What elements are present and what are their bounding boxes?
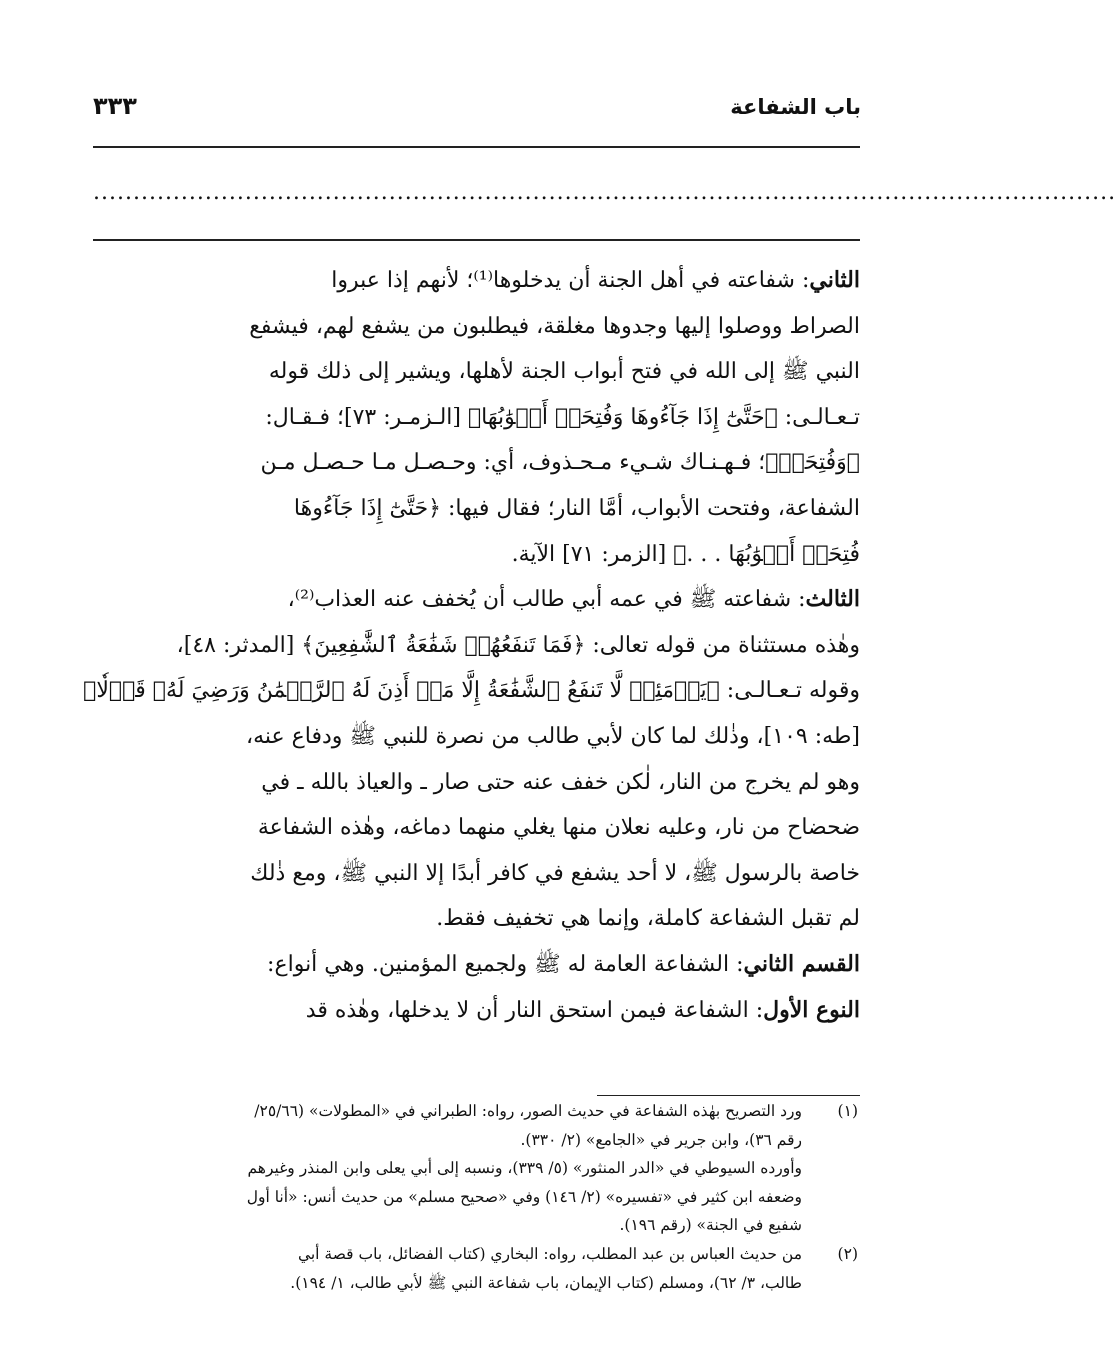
body-line: ضحضاح من نار، وعليه نعلان منها يغلي منهما دماغه، وهٰذه الشفاعة	[257, 815, 860, 841]
body-line: ﴿وَفُتِحَتۡ﴾؛ فـهـنـاك شـيء مـحـذوف، أي: وحـصـل مـا حـصـل مـن	[260, 450, 860, 476]
body-line: لم تقبل الشفاعة كاملة، وإنما هي تخفيف فقط.	[436, 906, 860, 932]
section-label-third: الثالث	[805, 586, 860, 613]
body-line: الشفاعة، وفتحت الأبواب، أمَّا النار؛ فقال فيها: ﴿حَتَّىٰٓ إِذَا جَآءُوهَا	[293, 495, 860, 521]
body-line: الثالث: شفاعته ﷺ في عمه أبي طالب أن يُخفف عنه العذاب⁽²⁾،	[287, 586, 860, 613]
footnote-line: (١) ورد التصريح بهٰذه الشفاعة في حديث الصور، رواه: الطبراني في «المطولات» (٢٥/٦٦/	[93, 1097, 860, 1126]
section-label-second: الثاني	[809, 267, 860, 293]
body-line: فُتِحَتۡ أَبۡوَٰبُهَا . . .﴾ [الزمر: ٧١] الآية.	[511, 541, 860, 567]
body-line: خاصة بالرسول ﷺ، لا أحد يشفع في كافر أبدًا إلا النبي ﷺ، ومع ذٰلك	[250, 860, 860, 886]
section-label-part-two: القسم الثاني	[743, 950, 860, 977]
body-text	[83, 258, 860, 1033]
footnote-line: وأورده السيوطي في «الدر المنثور» (٥/ ٣٣٩)، ونسبه إلى أبي يعلى وابن المنذر وغيرهم	[247, 1159, 802, 1178]
footnote-separator	[597, 1095, 860, 1096]
body-line: تـعـالـى: ﴿حَتَّىٰٓ إِذَا جَآءُوهَا وَفُتِحَتۡ أَبۡوَٰبُهَا﴾ [الـزمـر: ٧٣]؛ فـقـال:	[265, 404, 860, 430]
running-head-title: باب الشفاعة	[730, 95, 861, 119]
footnote-line: وضعفه ابن كثير في «تفسيره» (٢/ ١٤٦) وفي «صحيح مسلم» من حديث أنس: «أنا أول	[246, 1187, 802, 1206]
omitted-text-dots: ................................................................................................................................	[93, 180, 1116, 205]
body-line: النبي ﷺ إلى الله في فتح أبواب الجنة لأهلها، ويشير إلى ذلك قوله	[268, 359, 860, 385]
body-line: وهو لم يخرج من النار، لٰكن خفف عنه حتى صار ـ والعياذ بالله ـ في	[261, 769, 860, 795]
footnote-number: (٢)	[837, 1244, 858, 1263]
footnote-line: رقم ٣٦)، وابن جرير في «الجامع» (٢/ ٣٣٠).	[520, 1130, 802, 1149]
body-line: [طه: ١٠٩]، وذٰلك لما كان لأبي طالب من نصرة للنبي ﷺ ودفاع عنه،	[245, 723, 860, 749]
body-line: وهٰذه مستثناة من قوله تعالى: ﴿فَمَا تَنفَعُهُمۡ شَفَٰعَةُ ٱلشَّٰفِعِينَ﴾ [المدثر: ٤٨]،	[176, 632, 860, 658]
footnote-number: (١)	[837, 1102, 858, 1120]
footnotes	[93, 1097, 860, 1297]
body-top-rule	[93, 239, 860, 241]
footnote-line: طالب، ٣/ ٦٢)، ومسلم (كتاب الإيمان، باب شفاعة النبي ﷺ لأبي طالب، ١/ ١٩٤).	[290, 1273, 802, 1292]
body-line: وقوله تـعـالـى: ﴿يَوۡمَئِذٖ لَّا تَنفَعُ ٱلشَّفَٰعَةُ إِلَّا مَنۡ أَذِنَ لَهُ ٱلرَّحۡمَٰنُ وَرَضِيَ لَهُۥ قَوۡلٗا﴾	[83, 678, 860, 704]
footnote-line: (٢) من حديث العباس بن عبد المطلب، رواه: البخاري (كتاب الفضائل، باب قصة أبي	[93, 1240, 860, 1269]
header-rule	[93, 146, 860, 148]
section-label-type-one: النوع الأول	[763, 996, 860, 1023]
body-line: الصراط ووصلوا إليها وجدوها مغلقة، فيطلبون من يشفع لهم، فيشفع	[249, 313, 860, 339]
body-line: النوع الأول: الشفاعة فيمن استحق النار أن لا يدخلها، وهٰذه قد	[305, 996, 860, 1023]
page-number: ٣٣٣	[93, 92, 137, 120]
body-line: الثاني: شفاعته في أهل الجنة أن يدخلوها⁽¹⁾؛ لأنهم إذا عبروا	[331, 267, 860, 293]
footnote-line: شفيع في الجنة» (رقم ١٩٦).	[619, 1216, 802, 1235]
body-line: القسم الثاني: الشفاعة العامة له ﷺ ولجميع المؤمنين. وهي أنواع:	[267, 950, 860, 977]
